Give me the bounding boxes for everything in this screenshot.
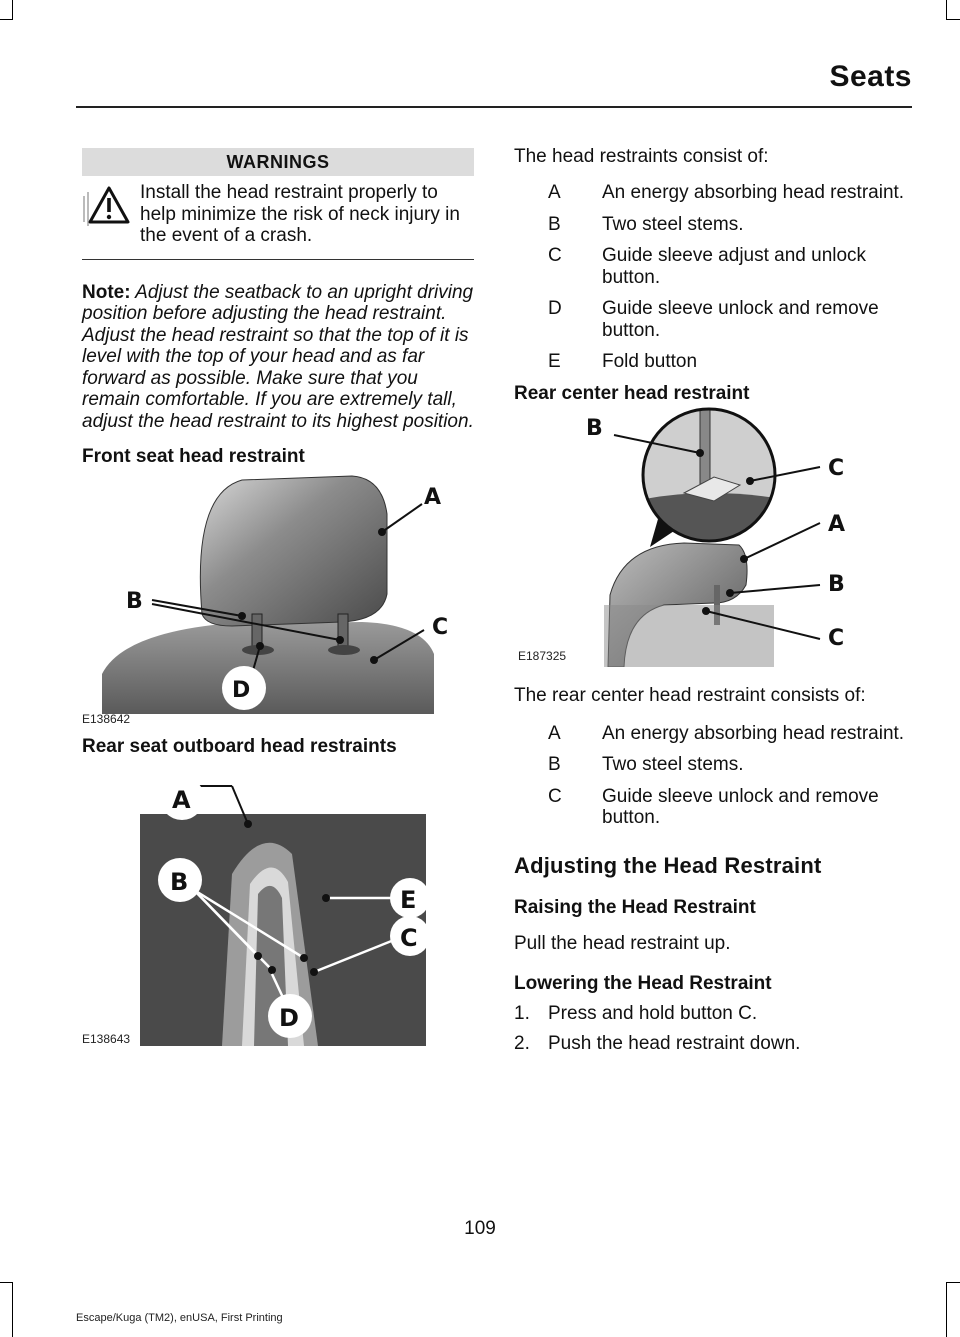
crop-mark [0, 1282, 13, 1283]
lowering-heading: Lowering the Head Restraint [514, 972, 772, 994]
step-text: Press and hold button C. [548, 1002, 758, 1024]
lowering-steps [514, 1003, 914, 1055]
legend-item [548, 245, 914, 288]
crop-mark [946, 1282, 960, 1283]
rear-center-label-b-top: B [586, 415, 603, 441]
front-label-c: C [432, 615, 449, 640]
rear-center-intro: The rear center head restraint consists of: [514, 684, 866, 706]
legend-item [548, 723, 914, 745]
legend-key: D [548, 298, 562, 319]
rear-outboard-figure [82, 764, 474, 1054]
raising-heading: Raising the Head Restraint [514, 896, 756, 918]
front-label-a: A [424, 485, 442, 510]
crop-mark [12, 0, 13, 20]
rear-outboard-illustration [82, 764, 474, 1052]
step-text: Push the head restraint down. [548, 1032, 801, 1054]
legend-text: Guide sleeve adjust and unlock button. [602, 245, 867, 288]
front-label-b: B [126, 589, 143, 614]
legend-item [548, 298, 914, 341]
list-item [514, 1033, 914, 1055]
rear-center-illustration [514, 405, 914, 667]
legend-text: Guide sleeve unlock and remove button. [602, 298, 879, 341]
warnings-title: WARNINGS [82, 148, 474, 176]
page-number: 109 [464, 1218, 496, 1239]
crop-mark [946, 19, 960, 20]
footer-text: Escape/Kuga (TM2), enUSA, First Printing [76, 1312, 283, 1324]
legend-item [548, 786, 914, 829]
rear-outboard-figure-id: E138643 [82, 1032, 131, 1046]
note-label: Note: [82, 281, 131, 303]
step-number: 2. [514, 1032, 530, 1054]
legend-key: C [548, 785, 562, 807]
rear-outboard-heading: Rear seat outboard head restraints [82, 736, 397, 757]
right-column [514, 146, 914, 1055]
front-figure-id: E138642 [82, 712, 131, 726]
crop-mark [0, 19, 13, 20]
left-column [82, 148, 474, 1054]
rear-outboard-label-c: C [400, 924, 418, 952]
legend-text: An energy absorbing head restraint. [602, 182, 905, 203]
consist-intro: The head restraints consist of: [514, 146, 769, 167]
legend-text: Guide sleeve unlock and remove button. [602, 785, 879, 828]
front-seat-figure [82, 474, 474, 734]
step-number: 1. [514, 1002, 530, 1024]
front-seat-illustration [82, 474, 474, 714]
legend-item [548, 214, 914, 236]
legend-key: A [548, 182, 561, 203]
note-paragraph [82, 282, 474, 433]
rear-center-label-b-bottom: B [828, 571, 845, 597]
legend-text: Two steel stems. [602, 754, 744, 775]
legend-text: Two steel stems. [602, 213, 744, 235]
rear-center-figure [514, 405, 914, 667]
warning-block [82, 182, 474, 260]
rear-outboard-label-e: E [400, 886, 417, 914]
legend-text: An energy absorbing head restraint. [602, 722, 905, 744]
legend-item [548, 754, 914, 776]
consist-legend [548, 182, 914, 373]
legend-key: A [548, 722, 561, 744]
rear-center-label-a: A [828, 511, 846, 537]
legend-key: B [548, 754, 561, 775]
rear-outboard-label-b: B [170, 868, 189, 896]
front-label-d: D [232, 678, 251, 703]
rear-outboard-label-d: D [279, 1004, 299, 1032]
raising-text: Pull the head restraint up. [514, 932, 731, 954]
legend-key: B [548, 213, 561, 235]
rear-outboard-label-a: A [172, 786, 191, 814]
legend-key: C [548, 245, 562, 266]
legend-item [548, 351, 914, 373]
adjusting-heading: Adjusting the Head Restraint [514, 852, 822, 878]
legend-text: Fold button [602, 351, 698, 372]
list-item [514, 1003, 914, 1025]
warning-text: Install the head restraint properly to help minimize the risk of neck injury in the event of a crash. [140, 182, 460, 246]
rear-center-figure-id: E187325 [518, 648, 567, 663]
front-seat-heading: Front seat head restraint [82, 446, 305, 467]
rear-center-legend [548, 723, 914, 829]
page-title: Seats [829, 60, 912, 93]
rear-center-label-c-bottom: C [828, 625, 845, 651]
rear-center-heading: Rear center head restraint [514, 382, 750, 404]
crop-mark [946, 1282, 947, 1337]
legend-item [548, 182, 914, 204]
note-text: Adjust the seatback to an upright driving position before adjusting the head restraint. Adjust the head restraint so that the top of it is level with the top of your head and as far forward as possible. Make sure that you remain comfortable. If you are extremely tall, adjust the head restraint to its highest position. [82, 281, 474, 432]
legend-key: E [548, 351, 561, 372]
crop-mark [12, 1282, 13, 1337]
crop-mark [946, 0, 947, 20]
header-rule [76, 106, 912, 108]
warning-triangle-icon [82, 182, 132, 247]
rear-center-label-c-top: C [828, 455, 845, 481]
